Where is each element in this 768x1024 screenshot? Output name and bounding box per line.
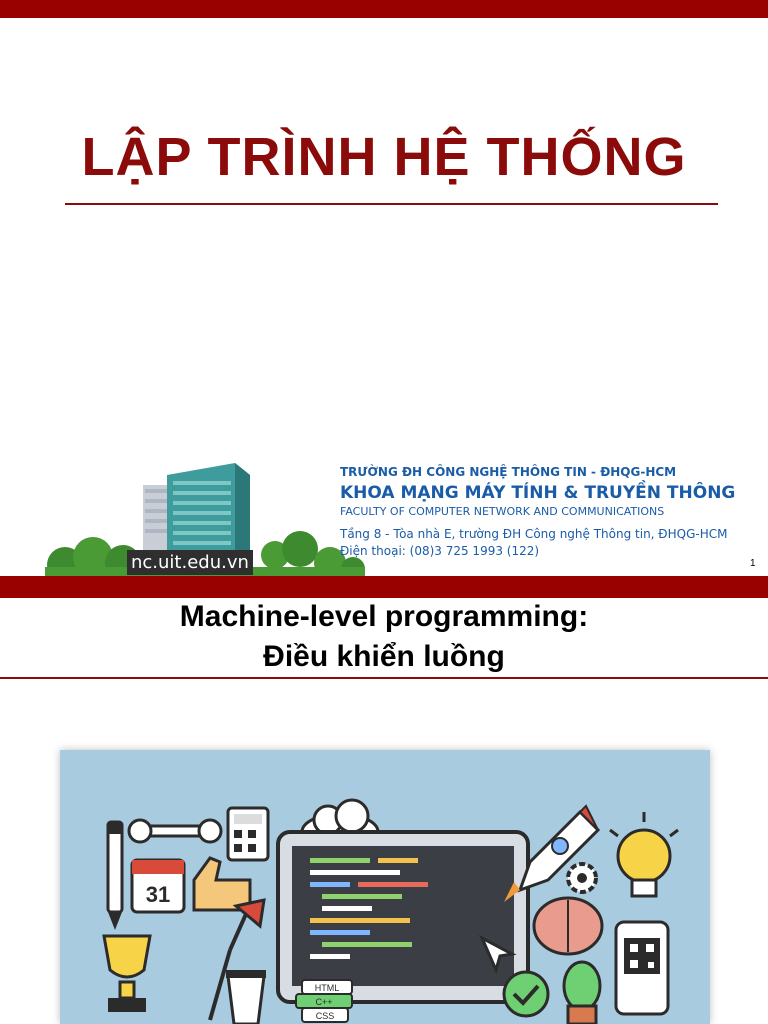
- slide1-title: LẬP TRÌNH HỆ THỐNG: [81, 127, 687, 187]
- slide2-top-bar: [0, 576, 768, 598]
- trophy-icon: [104, 936, 150, 1012]
- pencil-icon: [108, 822, 122, 930]
- light-bulb-icon: [610, 812, 678, 896]
- code-tags-icon: [296, 980, 352, 1022]
- checkmark-icon: [504, 972, 548, 1016]
- slide1-title-rule: [65, 203, 718, 205]
- programming-illustration: [60, 750, 710, 1024]
- cactus-icon: [564, 962, 600, 1024]
- calculator-icon: [228, 808, 268, 860]
- phone-qr-icon: [616, 922, 668, 1014]
- monitor-icon: [278, 832, 528, 1002]
- gear-icon: [568, 864, 596, 892]
- faculty-name: KHOA MẠNG MÁY TÍNH & TRUYỀN THÔNG: [340, 483, 736, 503]
- svg-text:CSS: CSS: [315, 1011, 335, 1021]
- calendar-icon: [132, 860, 184, 912]
- slide2-title-rule: [0, 677, 768, 679]
- svg-text:C++: C++: [315, 997, 333, 1007]
- slide2-title-line1: Machine-level programming:: [179, 600, 589, 633]
- slide2-title-line2: Điều khiển luồng: [263, 640, 505, 673]
- faculty-address: Tầng 8 - Tòa nhà E, trường ĐH Công nghệ Thông tin, ĐHQG-HCM: [340, 527, 728, 541]
- website-label: nc.uit.edu.vn: [127, 550, 253, 575]
- svg-text:HTML: HTML: [314, 983, 340, 993]
- slide1-top-bar: [0, 0, 768, 18]
- university-name: TRƯỜNG ĐH CÔNG NGHỆ THÔNG TIN - ĐHQG-HCM: [340, 465, 677, 479]
- faculty-banner: [45, 455, 745, 577]
- faculty-name-english: FACULTY OF COMPUTER NETWORK AND COMMUNICATIONS: [340, 505, 665, 518]
- page-number: 1: [750, 558, 756, 569]
- thumbs-up-icon: [194, 858, 250, 910]
- brain-icon: [534, 898, 602, 954]
- wrench-icon: [129, 820, 221, 842]
- faculty-phone: Điện thoại: (08)3 725 1993 (122): [340, 544, 540, 558]
- coffee-cup-icon: [226, 970, 266, 1024]
- svg-text:31: 31: [145, 882, 171, 907]
